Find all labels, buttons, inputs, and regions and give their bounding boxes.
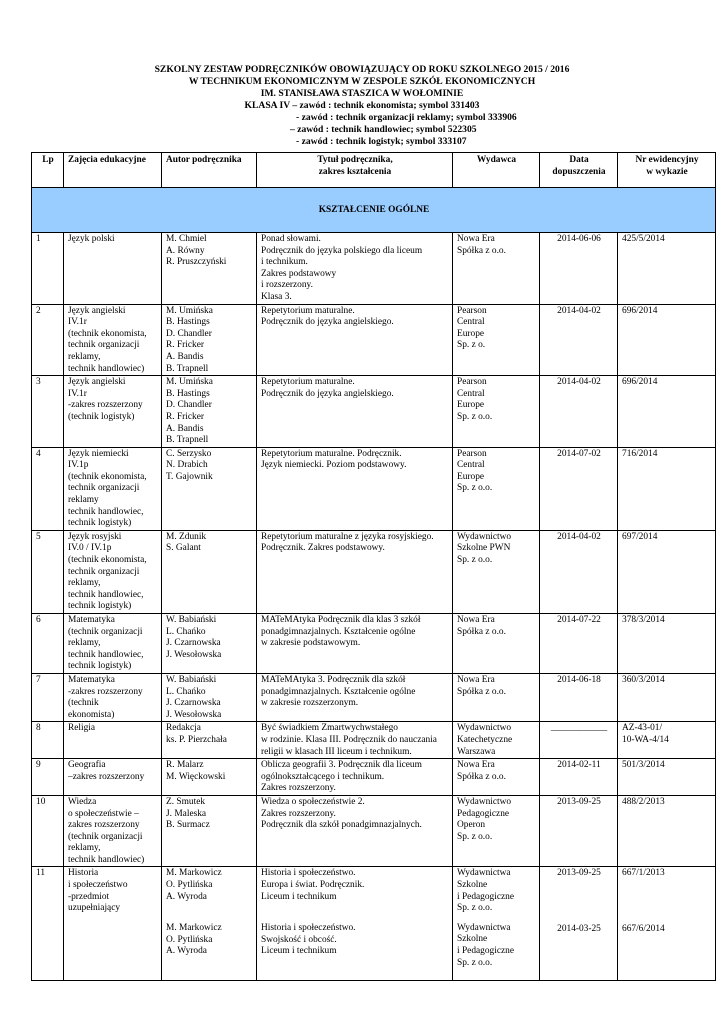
subject-cell-line: technik organizacji: [68, 483, 140, 494]
title-cell-line: Historia i społeczeństwo.: [261, 868, 356, 879]
lp-cell: 8: [32, 722, 64, 759]
title-cell: [257, 673, 453, 721]
title-cell-line: MATeMAtyka Podręcznik dla klas 3 szkół: [261, 615, 421, 625]
subject-cell: [64, 722, 162, 759]
nr-cell: [618, 759, 716, 796]
column-header-author: Autor podręcznika: [162, 153, 257, 188]
subject-cell-line: technik handlowiec,: [68, 649, 144, 660]
nr-cell-line: 425/5/2014: [622, 234, 665, 244]
title-cell: [257, 530, 453, 613]
subject-cell-line: Wiedza: [68, 796, 97, 807]
title-cell-line: Podręcznik do języka polskiego dla liceum: [261, 245, 423, 256]
author-cell-line: L. Chańko: [166, 626, 206, 637]
publisher-cell-line: Europe: [457, 471, 485, 482]
publisher-cell-line: Sp. z o.o.: [457, 555, 493, 566]
author-cell-line: M. Markowicz: [166, 868, 222, 879]
subject-cell-line: i społeczeństwo: [68, 880, 128, 891]
table-row: [32, 795, 716, 867]
date-cell: 2014-02-11: [540, 759, 618, 796]
title-cell-line: Być świadkiem Zmartwychwstałego: [261, 723, 398, 734]
subject-cell: [64, 614, 162, 674]
author-cell-line: Redakcja: [166, 723, 201, 734]
table-row: [32, 614, 716, 674]
subject-cell-line: (technik ekonomista,: [68, 328, 147, 339]
title-cell-line: Podręcznik dla szkół ponadgimnazjalnych.: [261, 820, 422, 831]
title-cell: [257, 795, 453, 867]
publisher-cell: [453, 447, 540, 530]
nr-cell-line: 378/3/2014: [622, 615, 665, 625]
publisher-cell-line: Europe: [457, 328, 485, 339]
nr-cell: [618, 530, 716, 613]
author-cell: [162, 795, 257, 867]
table-row: [32, 759, 716, 796]
nr-cell: [618, 867, 716, 981]
publisher-cell-line: i Pedagogiczne: [457, 891, 515, 902]
title-cell-line: Podręcznik do języka angielskiego.: [261, 317, 394, 328]
header-line: – zawód : technik handlowiec; symbol 522305: [290, 124, 477, 135]
date-cell: 2014-04-02: [540, 304, 618, 376]
title-cell-line: Historia i społeczeństwo.: [261, 923, 356, 934]
publisher-cell-line: Wydawnictwo: [457, 723, 512, 734]
entry-block: [166, 923, 253, 958]
publisher-cell: [453, 376, 540, 448]
title-cell-line: Europa i świat. Podręcznik.: [261, 880, 365, 891]
author-cell-line: M. Zdunik: [166, 531, 207, 542]
lp-cell: 11: [32, 867, 64, 981]
nr-cell-line: AZ-43-01/: [622, 723, 663, 734]
date-cell: 2013-09-25: [540, 795, 618, 867]
nr-cell: [618, 376, 716, 448]
subject-cell-line: technik handlowiec): [68, 854, 145, 865]
subject-cell-line: technik logistyk): [68, 661, 132, 672]
section-title: KSZTAŁCENIE OGÓLNE: [32, 188, 716, 233]
publisher-cell-line: Nowa Era: [457, 674, 495, 685]
subject-cell-line: zakres rozszerzony: [68, 820, 140, 831]
publisher-cell-line: Sp. z o.o.: [457, 903, 493, 914]
header-line: W TECHNIKUM EKONOMICZNYM W ZESPOLE SZKÓŁ EKONOMICZNYCH: [188, 76, 536, 87]
subject-cell: [64, 795, 162, 867]
author-cell-line: B. Trapnell: [166, 435, 209, 446]
subject-cell-line: uzupełniający: [68, 903, 121, 914]
publisher-cell-line: Nowa Era: [457, 234, 495, 244]
date-cell-line: 2013-09-25: [557, 868, 601, 879]
subject-cell-line: reklamy,: [68, 843, 101, 854]
nr-cell-line: 488/2/2013: [622, 796, 665, 807]
publisher-cell-line: Sp. z o.o.: [457, 483, 493, 494]
subject-cell-line: Język niemiecki: [68, 448, 129, 459]
publisher-cell-line: Nowa Era: [457, 615, 495, 625]
header-line: - zawód : technik organizacji reklamy; symbol 333906: [296, 112, 517, 123]
subject-cell-line: –zakres rozszerzony: [68, 771, 145, 782]
author-cell-line: R. Pruszczyński: [166, 257, 227, 268]
entry-block: [622, 924, 712, 936]
author-cell-line: M. Markowicz: [166, 923, 222, 934]
publisher-cell-line: Wydawnictwa: [457, 922, 511, 933]
subject-cell-line: (technik ekonomista,: [68, 555, 147, 566]
date-cell-line: 2014-03-25: [557, 924, 601, 935]
author-cell-line: N. Drabich: [166, 460, 208, 471]
subject-cell-line: (technik organizacji: [68, 831, 143, 842]
publisher-cell-line: Central: [457, 460, 485, 471]
publisher-cell: [453, 304, 540, 376]
table-row: [32, 447, 716, 530]
publisher-cell-line: Pearson: [457, 377, 487, 388]
table-row: [32, 376, 716, 448]
publisher-cell-line: Spółka z o.o.: [457, 771, 506, 782]
author-cell-line: ks. P. Pierzchała: [166, 734, 227, 745]
author-cell-line: J. Czarnowska: [166, 638, 221, 649]
author-cell-line: J. Maleska: [166, 808, 207, 819]
author-cell-line: D. Chandler: [166, 328, 212, 339]
publisher-cell-line: Wydawnictwo: [457, 531, 512, 542]
table-row: [32, 722, 716, 759]
textbook-table: [31, 152, 716, 981]
title-cell-line: i technikum.: [261, 257, 308, 268]
subject-cell: [64, 233, 162, 305]
publisher-cell-line: Europe: [457, 400, 485, 411]
subject-cell-line: technik logistyk): [68, 601, 132, 612]
column-header-nr-text: Nr ewidencyjny w wykazie: [635, 155, 699, 177]
date-cell: 2014-04-02: [540, 376, 618, 448]
subject-cell-line: (technik logistyk): [68, 411, 135, 422]
subject-cell-line: IV.0 / IV.1p: [68, 543, 112, 554]
column-header-nr: [618, 153, 716, 188]
table-row: [32, 233, 716, 305]
nr-cell-line: 696/2014: [622, 377, 658, 388]
subject-cell-line: Historia: [68, 868, 99, 879]
entry-block: [544, 924, 614, 936]
author-cell: [162, 376, 257, 448]
publisher-cell-line: i Pedagogiczne: [457, 946, 515, 957]
subject-cell-line: technik handlowiec,: [68, 506, 144, 517]
publisher-cell-line: Warszawa: [457, 746, 496, 757]
author-cell-line: R. Fricker: [166, 411, 205, 422]
nr-cell: [618, 722, 716, 759]
author-cell-line: D. Chandler: [166, 400, 212, 411]
publisher-cell-line: Szkolne PWN: [457, 543, 511, 554]
publisher-cell-line: Wydawnictwo: [457, 796, 512, 807]
lp-cell: 7: [32, 673, 64, 721]
table-row: [32, 867, 716, 981]
title-cell: [257, 233, 453, 305]
author-cell-line: Z. Smutek: [166, 796, 206, 807]
publisher-cell: [453, 795, 540, 867]
author-cell-line: A. Wyroda: [166, 946, 207, 957]
entry-block: [622, 868, 712, 880]
column-header-subject: Zajęcia edukacyjne: [64, 153, 162, 188]
nr-cell-line: 10-WA-4/14: [622, 734, 669, 745]
date-cell: 2014-04-02: [540, 530, 618, 613]
author-cell-line: M. Więckowski: [166, 771, 226, 782]
publisher-cell-line: Katechetyczne: [457, 734, 513, 745]
title-cell-line: Repetytorium maturalne. Podręcznik.: [261, 448, 402, 459]
title-cell-line: Podręcznik do języka angielskiego.: [261, 388, 394, 399]
title-cell: [257, 304, 453, 376]
title-cell-line: Liceum i technikum: [261, 946, 337, 957]
subject-cell-line: Język polski: [68, 234, 115, 244]
title-cell-line: ponadgimnazjalnych. Kształcenie ogólne: [261, 626, 416, 637]
author-cell: [162, 759, 257, 796]
title-cell-line: Ponad słowami.: [261, 234, 321, 244]
publisher-cell-line: Sp. z o.o.: [457, 831, 493, 842]
title-cell-line: Repetytorium maturalne.: [261, 377, 355, 388]
nr-cell-line: 697/2014: [622, 531, 658, 542]
publisher-cell-line: Sp. z o.o.: [457, 957, 493, 968]
title-cell-line: Podręcznik. Zakres podstawowy.: [261, 543, 385, 554]
publisher-cell: [453, 867, 540, 981]
nr-cell-line: 667/1/2013: [622, 868, 665, 879]
subject-cell: [64, 447, 162, 530]
author-cell-line: A. Bandis: [166, 351, 204, 362]
publisher-cell-line: Pearson: [457, 448, 487, 459]
author-cell-line: M. Umińska: [166, 377, 213, 388]
author-cell-line: J. Wesołowska: [166, 649, 222, 660]
title-cell-line: Liceum i technikum: [261, 891, 337, 902]
nr-cell: [618, 304, 716, 376]
header-line: IM. STANISŁAWA STASZICA W WOŁOMINIE: [260, 88, 464, 99]
subject-cell: [64, 867, 162, 981]
title-cell-line: Repetytorium maturalne z języka rosyjskiego.: [261, 531, 434, 542]
title-cell: [257, 867, 453, 981]
title-cell-line: Klasa 3.: [261, 291, 292, 302]
lp-cell: 3: [32, 376, 64, 448]
author-cell: [162, 233, 257, 305]
title-cell-line: Oblicza geografii 3. Podręcznik dla liceum: [261, 760, 422, 771]
title-cell-line: ponadgimnazjalnych. Kształcenie ogólne: [261, 686, 416, 697]
title-cell: [257, 376, 453, 448]
document-header: [0, 64, 724, 148]
subject-cell-line: Geografia: [68, 760, 106, 771]
nr-cell: [618, 614, 716, 674]
subject-cell-line: Język rosyjski: [68, 531, 122, 542]
date-cell: 2014-06-06: [540, 233, 618, 305]
subject-cell-line: technik organizacji: [68, 340, 140, 351]
title-cell: [257, 722, 453, 759]
entry-block: [457, 923, 536, 969]
nr-cell-line: 696/2014: [622, 305, 658, 316]
publisher-cell-line: Central: [457, 388, 485, 399]
subject-cell-line: Język angielski: [68, 305, 126, 316]
author-cell-line: L. Chańko: [166, 686, 206, 697]
lp-cell: 9: [32, 759, 64, 796]
table-row: [32, 530, 716, 613]
header-line: KLASA IV – zawód : technik ekonomista; symbol 331403: [244, 100, 480, 111]
subject-cell-line: reklamy: [68, 495, 99, 506]
author-cell-line: A. Równy: [166, 245, 205, 256]
title-cell-line: w zakresie podstawowym.: [261, 638, 361, 649]
lp-cell: 4: [32, 447, 64, 530]
title-cell-line: Zakres rozszerzony.: [261, 808, 336, 819]
publisher-cell: [453, 673, 540, 721]
title-cell-line: Wiedza o społeczeństwie 2.: [261, 796, 365, 807]
date-cell: [540, 867, 618, 981]
title-cell-line: Język niemiecki. Poziom podstawowy.: [261, 460, 407, 471]
nr-cell-line: 716/2014: [622, 448, 658, 459]
subject-cell-line: IV.1r: [68, 388, 87, 399]
title-cell-line: Zakres rozszerzony.: [261, 783, 336, 794]
title-cell-line: w zakresie rozszerzonym.: [261, 698, 359, 709]
lp-cell: 6: [32, 614, 64, 674]
publisher-cell-line: Nowa Era: [457, 760, 495, 771]
subject-cell-line: technik organizacji: [68, 566, 140, 577]
subject-cell-line: -przedmiot: [68, 891, 110, 902]
subject-cell-line: Język angielski: [68, 377, 126, 388]
lp-cell: 10: [32, 795, 64, 867]
title-cell-line: MATeMAtyka 3. Podręcznik dla szkół: [261, 674, 406, 685]
publisher-cell-line: Central: [457, 317, 485, 328]
author-cell: [162, 867, 257, 981]
author-cell-line: B. Hastings: [166, 317, 210, 328]
subject-cell-line: Matematyka: [68, 674, 115, 685]
lp-cell: 5: [32, 530, 64, 613]
subject-cell-line: -zakres rozszerzony: [68, 400, 143, 411]
subject-cell: [64, 673, 162, 721]
author-cell: [162, 530, 257, 613]
author-cell-line: M. Umińska: [166, 305, 213, 316]
title-cell-line: Repetytorium maturalne.: [261, 305, 355, 316]
title-cell-line: Swojskość i obcość.: [261, 934, 337, 945]
title-cell: [257, 447, 453, 530]
subject-cell-line: Religia: [68, 723, 96, 734]
nr-cell: [618, 233, 716, 305]
author-cell-line: C. Serzysko: [166, 448, 212, 459]
author-cell-line: M. Chmiel: [166, 234, 207, 244]
subject-cell-line: technik handlowiec,: [68, 589, 144, 600]
subject-cell: [64, 304, 162, 376]
author-cell-line: W. Babiański: [166, 615, 217, 625]
author-cell: [162, 614, 257, 674]
publisher-cell-line: Szkolne: [457, 934, 488, 945]
entry-block: [261, 868, 449, 903]
subject-cell: [64, 530, 162, 613]
author-cell-line: B. Hastings: [166, 388, 210, 399]
header-line: SZKOLNY ZESTAW PODRĘCZNIKÓW OBOWIĄZUJĄCY OD ROKU SZKOLNEGO 2015 / 2016: [154, 64, 570, 75]
lp-cell: 2: [32, 304, 64, 376]
title-cell-line: i rozszerzony.: [261, 280, 313, 291]
subject-cell-line: Matematyka: [68, 615, 115, 625]
title-cell-line: religii w klasach III liceum i technikum.: [261, 746, 412, 757]
column-header-date-text: Data dopuszczenia: [552, 155, 606, 177]
nr-cell: [618, 673, 716, 721]
table-header-row: [32, 153, 716, 188]
title-cell-line: w rodzinie. Klasa III. Podręcznik do nauczania: [261, 734, 437, 745]
publisher-cell-line: Sp. z o.o.: [457, 411, 493, 422]
subject-cell-line: IV.1r: [68, 317, 87, 328]
table-row: [32, 673, 716, 721]
date-cell: ____________: [540, 722, 618, 759]
column-header-title: [257, 153, 453, 188]
lp-cell: 1: [32, 233, 64, 305]
author-cell-line: R. Malarz: [166, 760, 204, 771]
publisher-cell: [453, 614, 540, 674]
subject-cell-line: reklamy,: [68, 578, 101, 589]
subject-cell-line: IV.1p: [68, 460, 89, 471]
publisher-cell-line: Operon: [457, 820, 486, 831]
title-cell: [257, 759, 453, 796]
subject-cell-line: o społeczeństwie –: [68, 808, 139, 819]
publisher-cell: [453, 530, 540, 613]
author-cell: [162, 722, 257, 759]
subject-cell-line: technik handlowiec): [68, 363, 145, 374]
column-header-publisher: Wydawca: [453, 153, 540, 188]
entry-block: [544, 868, 614, 880]
author-cell-line: O. Pytlińska: [166, 880, 213, 891]
author-cell-line: O. Pytlińska: [166, 934, 213, 945]
subject-cell-line: -zakres rozszerzony: [68, 686, 143, 697]
author-cell-line: S. Galant: [166, 543, 201, 554]
nr-cell-line: 667/6/2014: [622, 924, 665, 935]
publisher-cell: [453, 722, 540, 759]
author-cell-line: R. Fricker: [166, 340, 205, 351]
column-header-date: [540, 153, 618, 188]
publisher-cell: [453, 233, 540, 305]
column-header-lp: Lp: [32, 153, 64, 188]
date-cell: 2014-06-18: [540, 673, 618, 721]
entry-block: [457, 868, 536, 914]
subject-cell-line: reklamy,: [68, 351, 101, 362]
author-cell-line: W. Babiański: [166, 674, 217, 685]
publisher-cell-line: Sp. z o.: [457, 340, 486, 351]
nr-cell: [618, 795, 716, 867]
entry-block: [166, 868, 253, 903]
title-cell-line: Zakres podstawowy: [261, 268, 337, 279]
publisher-cell-line: Wydawnictwa: [457, 868, 511, 879]
author-cell: [162, 673, 257, 721]
author-cell-line: B. Surmacz: [166, 820, 210, 831]
date-cell: 2014-07-02: [540, 447, 618, 530]
nr-cell: [618, 447, 716, 530]
date-cell: 2014-07-22: [540, 614, 618, 674]
nr-cell-line: 360/3/2014: [622, 674, 665, 685]
subject-cell-line: (technik organizacji: [68, 626, 143, 637]
subject-cell-line: (technik ekonomista,: [68, 471, 147, 482]
author-cell-line: J. Czarnowska: [166, 698, 221, 709]
table-row: [32, 304, 716, 376]
publisher-cell-line: Szkolne: [457, 880, 488, 891]
author-cell-line: B. Trapnell: [166, 363, 209, 374]
author-cell-line: J. Wesołowska: [166, 709, 222, 720]
author-cell-line: A. Bandis: [166, 423, 204, 434]
author-cell-line: A. Wyroda: [166, 891, 207, 902]
entry-block: [261, 923, 449, 958]
nr-cell-line: 501/3/2014: [622, 760, 665, 771]
publisher-cell-line: Spółka z o.o.: [457, 626, 506, 637]
subject-cell: [64, 759, 162, 796]
author-cell-line: T. Gajownik: [166, 471, 213, 482]
header-line: - zawód : technik logistyk; symbol 333107: [296, 136, 467, 147]
subject-cell-line: ekonomista): [68, 709, 115, 720]
column-header-title-text: Tytuł podręcznika, zakres kształcenia: [317, 155, 393, 177]
author-cell: [162, 304, 257, 376]
subject-cell-line: technik logistyk): [68, 518, 132, 529]
author-cell: [162, 447, 257, 530]
title-cell: [257, 614, 453, 674]
subject-cell-line: reklamy,: [68, 638, 101, 649]
publisher-cell-line: Spółka z o.o.: [457, 686, 506, 697]
publisher-cell: [453, 759, 540, 796]
subject-cell-line: (technik: [68, 698, 99, 709]
publisher-cell-line: Pearson: [457, 305, 487, 316]
publisher-cell-line: Spółka z o.o.: [457, 245, 506, 256]
title-cell-line: ogólnokształcącego i technikum.: [261, 771, 385, 782]
subject-cell: [64, 376, 162, 448]
publisher-cell-line: Pedagogiczne: [457, 808, 510, 819]
section-row: [32, 188, 716, 233]
